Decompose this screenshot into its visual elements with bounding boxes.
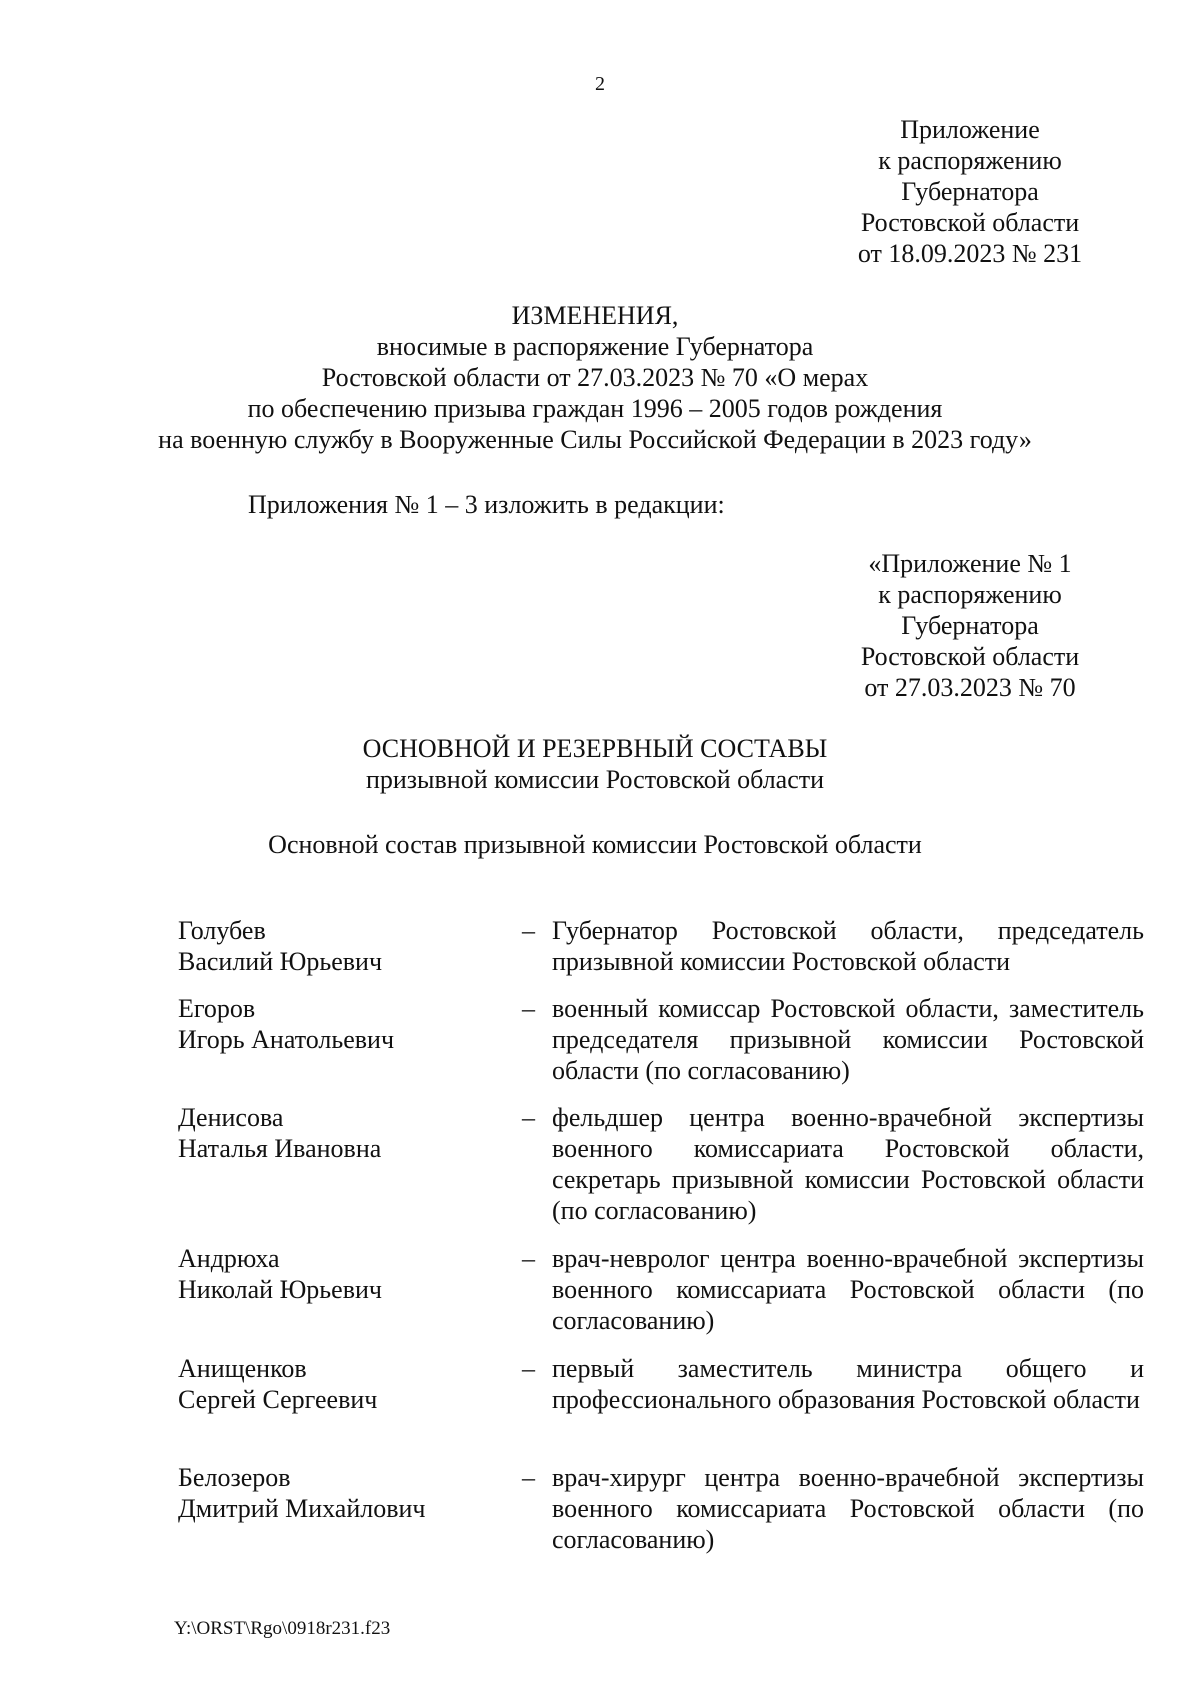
main-title — [80, 733, 1110, 795]
quoted-appendix-header — [800, 548, 1140, 703]
member-surname: Андрюха — [178, 1244, 280, 1273]
changes-line: по обеспечению призыва граждан 1996 – 2005 годов рождения — [247, 394, 943, 423]
member-description: врач-невролог центра военно-врачебной экспертизы военного комиссариата Ростовской области (по согласованию) — [552, 1244, 1144, 1335]
quoted-appendix-line: от 27.03.2023 № 70 — [864, 673, 1076, 702]
member-dash: – — [522, 1244, 535, 1273]
member-dash: – — [522, 1463, 535, 1492]
intro-text: Приложения № 1 – 3 изложить в редакции: — [248, 490, 725, 519]
member-given-names: Сергей Сергеевич — [178, 1385, 378, 1414]
member-description: военный комиссар Ростовской области, заместитель председателя призывной комиссии Ростовской области (по согласованию) — [552, 994, 1144, 1085]
changes-line: Ростовской области от 27.03.2023 № 70 «О мерах — [321, 363, 869, 392]
quoted-appendix-line: «Приложение № 1 — [868, 549, 1072, 578]
member-given-names: Игорь Анатольевич — [178, 1025, 395, 1054]
appendix-header-line: Приложение — [900, 115, 1040, 144]
member-name — [178, 1243, 498, 1305]
member-description: фельдшер центра военно-врачебной экспертизы военного комиссариата Ростовской области, секретарь призывной комиссии Ростовской области (по согласованию) — [552, 1103, 1144, 1225]
member-dash: – — [522, 1354, 535, 1383]
appendix-header — [800, 114, 1140, 269]
member-dash: – — [522, 994, 535, 1023]
member-given-names: Василий Юрьевич — [178, 947, 383, 976]
member-description: первый заместитель министра общего и профессионального образования Ростовской области — [552, 1354, 1144, 1414]
member-description: Губернатор Ростовской области, председатель призывной комиссии Ростовской области — [552, 916, 1144, 976]
appendix-header-line: от 18.09.2023 № 231 — [857, 239, 1083, 268]
member-surname: Денисова — [178, 1103, 284, 1132]
main-title-subtitle: призывной комиссии Ростовской области — [365, 765, 825, 794]
member-surname: Егоров — [178, 994, 256, 1023]
member-given-names: Дмитрий Михайлович — [178, 1494, 426, 1523]
member-name — [178, 1102, 498, 1164]
changes-line: на военную службу в Вооруженные Силы Российской Федерации в 2023 году» — [158, 425, 1032, 454]
member-dash: – — [522, 916, 535, 945]
appendix-header-line: к распоряжению — [878, 146, 1062, 175]
member-surname: Белозеров — [178, 1463, 291, 1492]
changes-line: вносимые в распоряжение Губернатора — [376, 332, 814, 361]
appendix-header-line: Ростовской области — [860, 208, 1080, 237]
member-description: врач-хирург центра военно-врачебной экспертизы военного комиссариата Ростовской области (по согласованию) — [552, 1463, 1144, 1554]
section-heading-text: Основной состав призывной комиссии Ростовской области — [268, 830, 922, 859]
changes-heading — [80, 300, 1110, 455]
member-dash: – — [522, 1103, 535, 1132]
member-name — [178, 915, 498, 977]
member-surname: Голубев — [178, 916, 266, 945]
quoted-appendix-line: Губернатора — [901, 611, 1039, 640]
main-title-text: ОСНОВНОЙ И РЕЗЕРВНЫЙ СОСТАВЫ — [362, 734, 828, 763]
member-name — [178, 1462, 498, 1524]
footer-file-path: Y:\ORST\Rgo\0918r231.f23 — [174, 1618, 391, 1639]
changes-title: ИЗМЕНЕНИЯ, — [511, 301, 679, 330]
quoted-appendix-line: к распоряжению — [878, 580, 1062, 609]
appendix-header-line: Губернатора — [901, 177, 1039, 206]
member-given-names: Николай Юрьевич — [178, 1275, 382, 1304]
member-name — [178, 993, 498, 1055]
page-number: 2 — [595, 73, 605, 95]
section-heading — [80, 829, 1110, 860]
quoted-appendix-line: Ростовской области — [860, 642, 1080, 671]
member-name — [178, 1353, 498, 1415]
member-surname: Анищенков — [178, 1354, 307, 1383]
member-given-names: Наталья Ивановна — [178, 1134, 382, 1163]
